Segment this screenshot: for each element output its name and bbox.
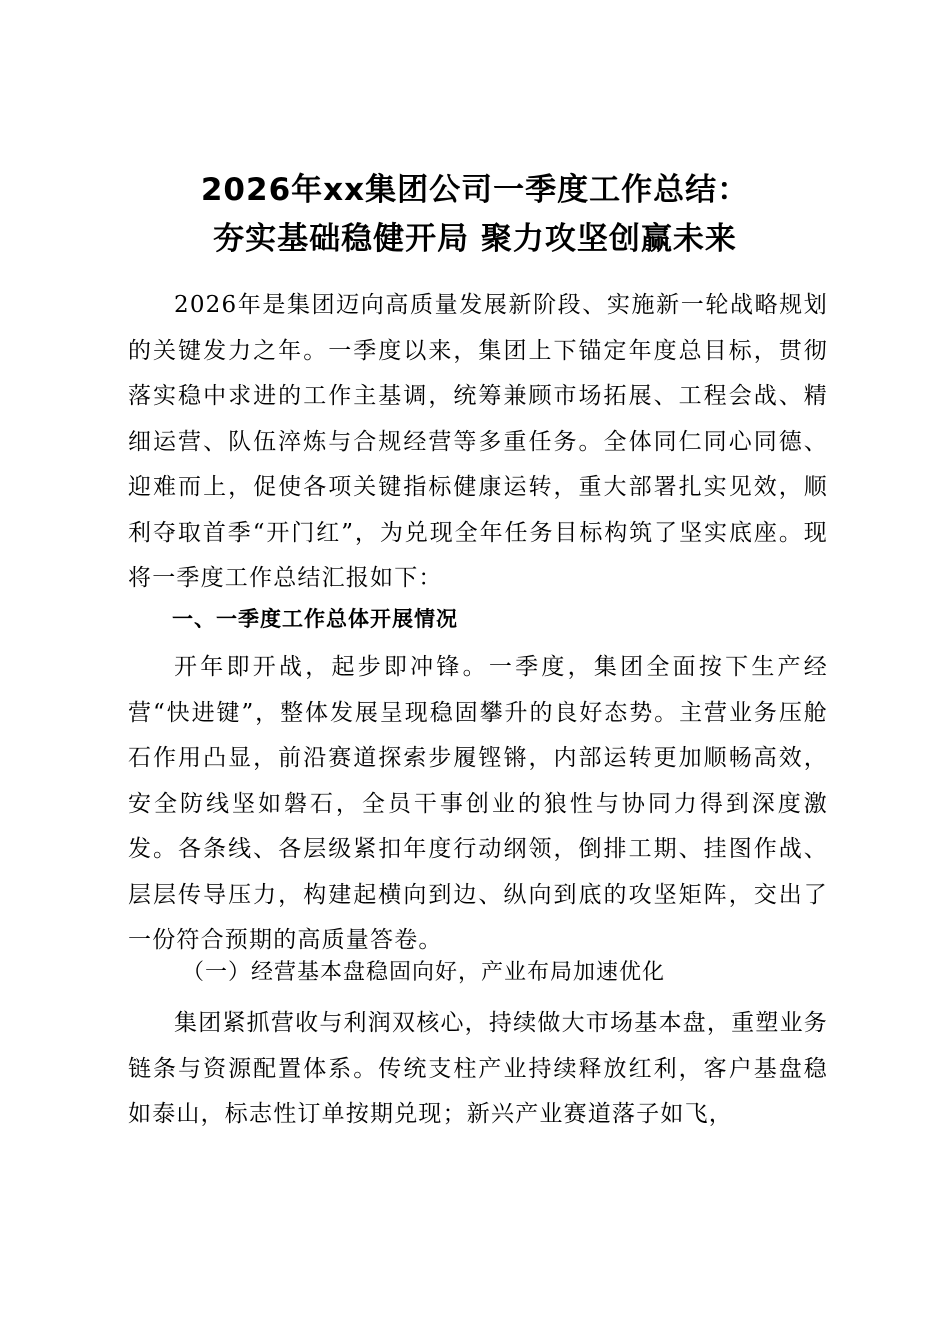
- intro-paragraph: 2026年是集团迈向高质量发展新阶段、实施新一轮战略规划的关键发力之年。一季度以来，集团上下锚定年度总目标，贯彻落实稳中求进的工作主基调，统筹兼顾市场拓展、工程会战、精细运营、队伍淬炼与合规经营等多重任务。全体同仁同心同德、迎难而上，促使各项关键指标健康运转，重大部署扎实见效，顺利夺取首季“开门红”，为兑现全年任务目标构筑了坚实底座。现将一季度工作总结汇报如下：: [128, 292, 828, 591]
- section-1-paragraph: 开年即开战，起步即冲锋。一季度，集团全面按下生产经营“快进键”，整体发展呈现稳固攀升的良好态势。主营业务压舱石作用凸显，前沿赛道探索步履铿锵，内部运转更加顺畅高效，安全防线坚如磐石，全员干事创业的狼性与协同力得到深度激发。各条线、各层级紧扣年度行动纲领，倒排工期、挂图作战、层层传导压力，构建起横向到边、纵向到底的攻坚矩阵，交出了一份符合预期的高质量答卷。: [128, 654, 828, 953]
- subsection-1-paragraph: 集团紧抓营收与利润双核心，持续做大市场基本盘，重塑业务链条与资源配置体系。传统支柱产业持续释放红利，客户基盘稳如泰山，标志性订单按期兑现；新兴产业赛道落子如飞，: [128, 1010, 828, 1127]
- document-title-line-1: 2026年xx集团公司一季度工作总结：: [200, 172, 750, 208]
- subsection-1-heading: （一）经营基本盘稳固向好，产业布局加速优化: [182, 960, 666, 985]
- section-1-heading: 一、一季度工作总体开展情况: [172, 607, 458, 631]
- document-title-line-2: 夯实基础稳健开局 聚力攻坚创赢未来: [213, 221, 737, 257]
